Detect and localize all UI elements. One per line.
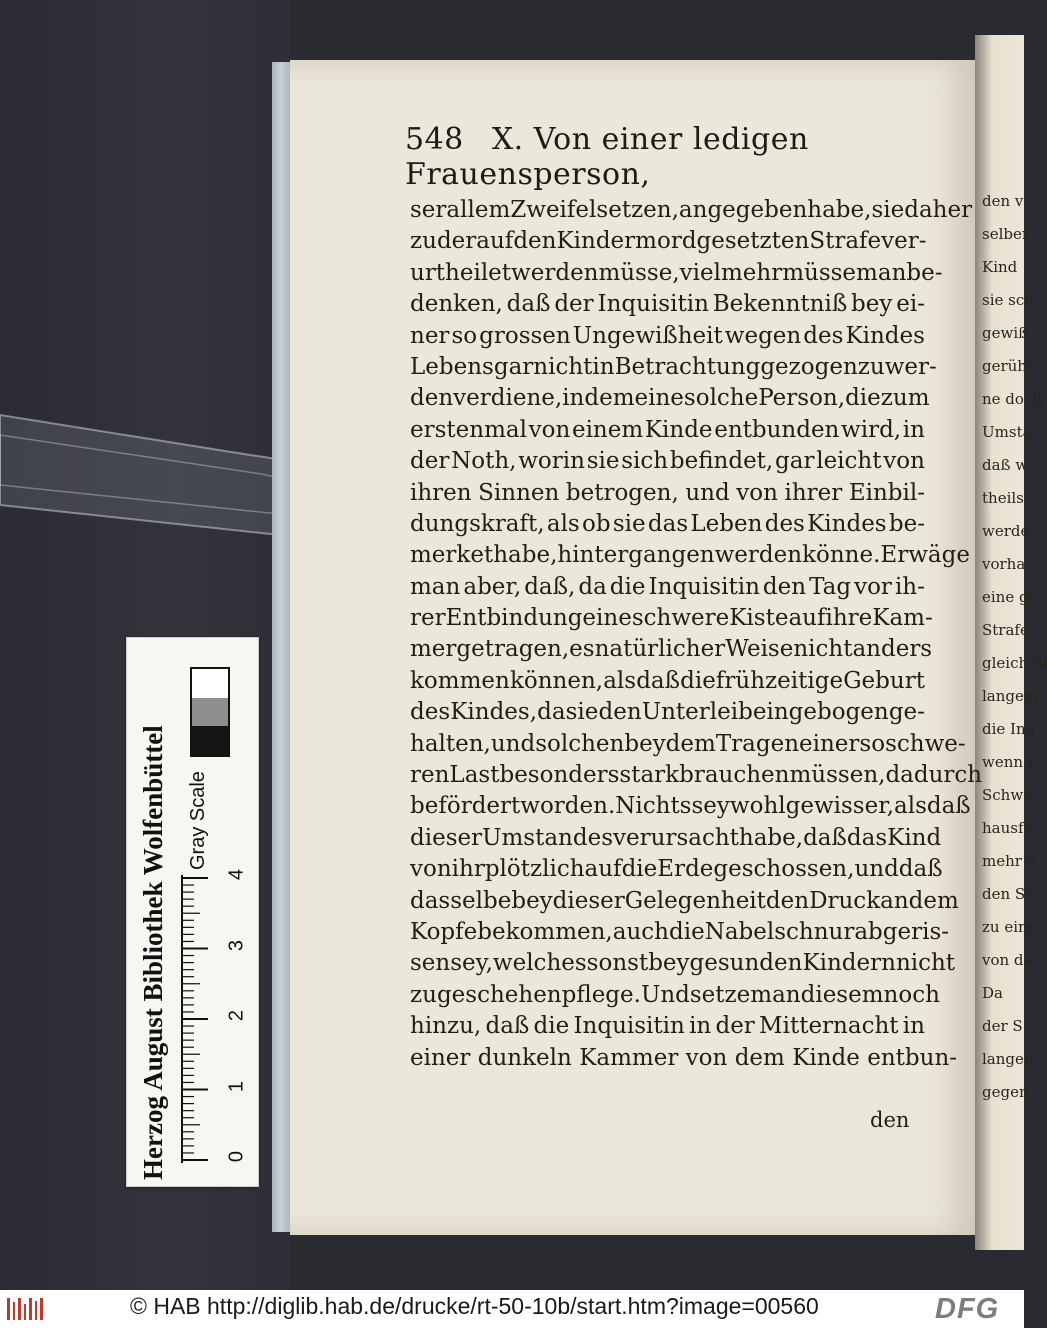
scale-number: 4 [225, 868, 248, 881]
text-line: ser allem Zweifel setzen, angegeben habe, sie daher [410, 197, 973, 223]
facing-page-line: selber [982, 225, 1030, 243]
gray-swatch [192, 698, 228, 727]
facing-page-line: wenn r [982, 753, 1035, 771]
facing-page-line: ne doch [982, 390, 1042, 408]
facing-page-line: theils [982, 489, 1024, 507]
text-line: von ihr plötzlich auf die Erde geschossen, und daß [410, 856, 943, 883]
text-line: kommen können, als daß die frühzeitige Geburt [410, 667, 925, 694]
text-line: der Noth, worin sie sich befindet, gar leicht von [410, 448, 925, 475]
facing-page-line: zu eine [982, 918, 1037, 936]
text-line: einer dunkeln Kammer von dem Kinde entbun- [410, 1044, 958, 1071]
text-line: dieser Umstand es verursacht habe, daß das Kind [410, 824, 942, 851]
text-line: ner so grossen Ungewißheit wegen des Kindes [410, 322, 925, 349]
text-line: merket habe, hintergangen werden könne. Erwäge [410, 542, 970, 569]
text-line: denken, daß der Inquisitin Bekenntniß bey ei- [410, 291, 925, 318]
gray-scale-label: Gray Scale [187, 771, 209, 870]
text-line: erstenmal von einem Kinde entbunden wird, in [410, 416, 925, 443]
facing-page-line: die Inq [982, 720, 1036, 738]
dfg-logo: DFG [935, 1293, 1000, 1325]
text-line: Lebens gar nicht in Betrachtung gezogen zu wer- [410, 353, 937, 380]
facing-page-line: gegen [982, 1083, 1029, 1101]
text-line: hinzu, daß die Inquisitin in der Mitternacht in [410, 1013, 925, 1040]
facing-page-line: Da [982, 984, 1003, 1002]
page-number: 548 [405, 122, 464, 157]
text-line: sen sey, welches sonst bey gesunden Kindern nicht [410, 950, 956, 977]
facing-page-line: Umstä [982, 423, 1032, 441]
gray-swatch [192, 669, 228, 698]
scale-number: 2 [225, 1009, 248, 1022]
text-line: zu geschehen pflege. Und setze man diesem noch [410, 981, 940, 1008]
text-line: befördert worden. Nichts sey wohl gewisser, als daß [410, 793, 971, 820]
text-line: mer getragen, es natürlicher Weise nicht anders [410, 636, 933, 663]
scale-number: 1 [225, 1080, 248, 1092]
facing-page-line: gleich di [982, 654, 1047, 672]
running-header [405, 122, 925, 192]
scale-number: 0 [225, 1150, 248, 1163]
facing-page-line: Strafe [982, 621, 1029, 639]
facing-page-line: mehr h [982, 852, 1037, 870]
text-line: den verdiene, indem eine solche Person, die zum [410, 385, 930, 412]
text-line: ren Last besonders stark brauchen müssen, dadurch [410, 762, 983, 789]
footer-copyright-url: © HAB http://diglib.hab.de/drucke/rt-50-10b/start.htm?image=00560 [130, 1293, 819, 1319]
facing-page-line: langem [982, 687, 1039, 705]
running-title: X. Von einer ledigen Frauensperson, [405, 122, 809, 192]
facing-page-line: gewiß [982, 324, 1029, 342]
ruler-title: Herzog August Bibliothek Wolfenbüttel [138, 725, 168, 1180]
text-line: zu der auf den Kindermord gesetzten Strafe ver- [410, 228, 927, 255]
text-line: des Kindes, da sie den Unterleib eingebogen ge- [410, 699, 925, 726]
facing-page-line: langen [982, 1050, 1034, 1068]
facing-page-line: von de [982, 951, 1033, 969]
facing-page-line: eine ge [982, 588, 1038, 606]
facing-page-line: vorha [982, 555, 1026, 573]
facing-page-line: daß w [982, 456, 1029, 474]
text-line: Kopfe bekommen, auch die Nabelschnur abgeris- [410, 918, 950, 945]
scale-numbers [222, 870, 252, 1170]
facing-page-line: Schwa [982, 786, 1033, 804]
facing-page-line: gerühr [982, 357, 1035, 375]
text-line: ihren Sinnen betrogen, und von ihrer Einbil- [410, 479, 925, 506]
text-line: halten, und solchen bey dem Tragen einer so schwe- [410, 730, 966, 757]
facing-page-line: der S [982, 1017, 1023, 1035]
hab-barcode-logo-icon [6, 1296, 44, 1322]
facing-page-line: werde [982, 522, 1030, 540]
catchword: den [870, 1108, 910, 1132]
facing-page-line: sie sch [982, 291, 1034, 309]
facing-page-line: hausfr [982, 819, 1031, 837]
facing-page-text [982, 185, 1047, 1109]
text-line: rer Entbindung eine schwere Kiste auf ihre Kam- [410, 605, 933, 632]
text-line: dasselbe bey dieser Gelegenheit den Druck an dem [410, 887, 959, 914]
text-line: urtheilet werden müsse, vielmehr müsse man be- [410, 259, 943, 286]
text-line: dungskraft, als ob sie das Leben des Kindes be- [410, 510, 925, 537]
body-text [410, 195, 983, 1074]
facing-page-line: Kind [982, 258, 1018, 276]
text-line: man aber, daß, da die Inquisitin den Tag vor ih- [410, 573, 925, 600]
facing-page-line: den v [982, 192, 1024, 210]
facing-page-line: den Se [982, 885, 1035, 903]
scale-number: 3 [225, 939, 248, 951]
